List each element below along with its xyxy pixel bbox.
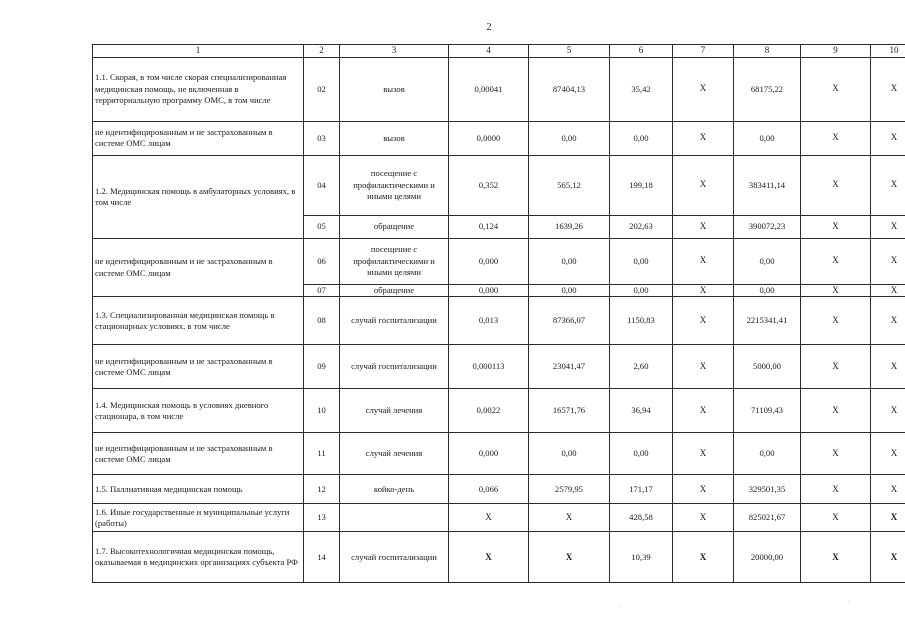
x-mark-cell: Х bbox=[801, 532, 871, 583]
column-header: 5 bbox=[529, 45, 610, 58]
scan-speck: · bbox=[620, 604, 622, 610]
scan-speck: · bbox=[848, 600, 850, 606]
value-cell: 0,000 bbox=[449, 238, 529, 284]
value-cell: 171,17 bbox=[610, 475, 673, 504]
row-code-cell: 02 bbox=[304, 57, 340, 121]
indicators-table bbox=[92, 44, 905, 583]
value-cell: 1150,83 bbox=[610, 297, 673, 345]
row-name-cell: 1.3. Специализированная медицинская помощь в стационарных условиях, в том числе bbox=[93, 297, 304, 345]
unit-cell bbox=[340, 504, 449, 532]
x-mark-cell: Х bbox=[673, 238, 734, 284]
unit-cell: обращение bbox=[340, 284, 449, 297]
table-row bbox=[93, 475, 905, 504]
table-row bbox=[93, 345, 905, 389]
x-mark-cell: Х bbox=[673, 389, 734, 433]
table-row bbox=[93, 57, 905, 121]
table-row bbox=[93, 389, 905, 433]
value-cell: 202,63 bbox=[610, 215, 673, 238]
value-cell: 825021,67 bbox=[734, 504, 801, 532]
x-mark-cell: Х bbox=[801, 121, 871, 155]
value-cell: 0,00041 bbox=[449, 57, 529, 121]
x-mark-cell: Х bbox=[801, 389, 871, 433]
x-mark-cell: Х bbox=[871, 297, 905, 345]
value-cell: 2215341,41 bbox=[734, 297, 801, 345]
unit-cell: обращение bbox=[340, 215, 449, 238]
value-cell: 329501,35 bbox=[734, 475, 801, 504]
value-cell: 87404,13 bbox=[529, 57, 610, 121]
row-code-cell: 06 bbox=[304, 238, 340, 284]
x-mark-cell: Х bbox=[449, 532, 529, 583]
row-code-cell: 04 bbox=[304, 155, 340, 215]
x-mark-cell: Х bbox=[449, 504, 529, 532]
unit-cell: койко-день bbox=[340, 475, 449, 504]
row-code-cell: 10 bbox=[304, 389, 340, 433]
x-mark-cell: Х bbox=[673, 297, 734, 345]
value-cell: 565,12 bbox=[529, 155, 610, 215]
column-header: 10 bbox=[871, 45, 905, 58]
row-code-cell: 07 bbox=[304, 284, 340, 297]
table-row bbox=[93, 155, 905, 215]
x-mark-cell: Х bbox=[801, 297, 871, 345]
row-code-cell: 09 bbox=[304, 345, 340, 389]
table-row bbox=[93, 121, 905, 155]
x-mark-cell: Х bbox=[801, 155, 871, 215]
unit-cell: случай лечения bbox=[340, 433, 449, 475]
value-cell: 0,066 bbox=[449, 475, 529, 504]
x-mark-cell: Х bbox=[673, 532, 734, 583]
value-cell: 2,60 bbox=[610, 345, 673, 389]
row-code-cell: 08 bbox=[304, 297, 340, 345]
x-mark-cell: Х bbox=[673, 433, 734, 475]
unit-cell: посещение с профилактическими и иными целями bbox=[340, 155, 449, 215]
value-cell: 0,000 bbox=[449, 284, 529, 297]
value-cell: 23041,47 bbox=[529, 345, 610, 389]
table-row bbox=[93, 532, 905, 583]
row-code-cell: 12 bbox=[304, 475, 340, 504]
value-cell: 20000,00 bbox=[734, 532, 801, 583]
unit-cell: случай госпитализации bbox=[340, 345, 449, 389]
x-mark-cell: Х bbox=[871, 475, 905, 504]
value-cell: 0,352 bbox=[449, 155, 529, 215]
value-cell: 0,00 bbox=[610, 433, 673, 475]
value-cell: 0,00 bbox=[529, 121, 610, 155]
column-header: 7 bbox=[673, 45, 734, 58]
x-mark-cell: Х bbox=[801, 284, 871, 297]
row-code-cell: 13 bbox=[304, 504, 340, 532]
table-row bbox=[93, 238, 905, 284]
x-mark-cell: Х bbox=[673, 121, 734, 155]
unit-cell: случай госпитализации bbox=[340, 297, 449, 345]
value-cell: 2579,95 bbox=[529, 475, 610, 504]
value-cell: 0,0022 bbox=[449, 389, 529, 433]
unit-cell: случай госпитализации bbox=[340, 532, 449, 583]
value-cell: 68175,22 bbox=[734, 57, 801, 121]
value-cell: 199,18 bbox=[610, 155, 673, 215]
x-mark-cell: Х bbox=[673, 155, 734, 215]
value-cell: 0,000 bbox=[449, 433, 529, 475]
x-mark-cell: Х bbox=[871, 121, 905, 155]
row-code-cell: 05 bbox=[304, 215, 340, 238]
x-mark-cell: Х bbox=[801, 238, 871, 284]
value-cell: 0,00 bbox=[529, 284, 610, 297]
x-mark-cell: Х bbox=[801, 57, 871, 121]
x-mark-cell: Х bbox=[801, 475, 871, 504]
row-name-cell: не идентифицированным и не застрахованным в системе ОМС лицам bbox=[93, 433, 304, 475]
value-cell: 0,000113 bbox=[449, 345, 529, 389]
value-cell: 16571,76 bbox=[529, 389, 610, 433]
row-code-cell: 03 bbox=[304, 121, 340, 155]
x-mark-cell: Х bbox=[673, 284, 734, 297]
value-cell: 390072,23 bbox=[734, 215, 801, 238]
x-mark-cell: Х bbox=[801, 504, 871, 532]
table-row bbox=[93, 504, 905, 532]
row-name-cell: не идентифицированным и не застрахованным в системе ОМС лицам bbox=[93, 345, 304, 389]
x-mark-cell: Х bbox=[871, 57, 905, 121]
column-header: 1 bbox=[93, 45, 304, 58]
row-name-cell: 1.6. Иные государственные и муниципальные услуги (работы) bbox=[93, 504, 304, 532]
x-mark-cell: Х bbox=[801, 345, 871, 389]
row-name-cell: 1.1. Скорая, в том числе скорая специализированная медицинская помощь, не включенная в территориальную программу ОМС, в том числе bbox=[93, 57, 304, 121]
x-mark-cell: Х bbox=[871, 532, 905, 583]
column-header: 9 bbox=[801, 45, 871, 58]
x-mark-cell: Х bbox=[801, 433, 871, 475]
row-name-cell: 1.7. Высокотехнологичная медицинская помощь, оказываемая в медицинских организациях субъекта РФ bbox=[93, 532, 304, 583]
column-header: 2 bbox=[304, 45, 340, 58]
table-row bbox=[93, 433, 905, 475]
value-cell: 0,0000 bbox=[449, 121, 529, 155]
value-cell: 428,58 bbox=[610, 504, 673, 532]
page-number: 2 bbox=[486, 22, 492, 33]
value-cell: 1639,26 bbox=[529, 215, 610, 238]
value-cell: 0,00 bbox=[734, 284, 801, 297]
x-mark-cell: Х bbox=[529, 504, 610, 532]
x-mark-cell: Х bbox=[871, 215, 905, 238]
value-cell: 5000,00 bbox=[734, 345, 801, 389]
value-cell: 35,42 bbox=[610, 57, 673, 121]
unit-cell: случай лечения bbox=[340, 389, 449, 433]
unit-cell: вызов bbox=[340, 121, 449, 155]
table-header-row bbox=[93, 45, 905, 58]
row-code-cell: 14 bbox=[304, 532, 340, 583]
value-cell: 71109,43 bbox=[734, 389, 801, 433]
column-header: 4 bbox=[449, 45, 529, 58]
x-mark-cell: Х bbox=[673, 475, 734, 504]
x-mark-cell: Х bbox=[673, 504, 734, 532]
value-cell: 10,39 bbox=[610, 532, 673, 583]
x-mark-cell: Х bbox=[871, 284, 905, 297]
value-cell: 0,00 bbox=[529, 238, 610, 284]
unit-cell: вызов bbox=[340, 57, 449, 121]
x-mark-cell: Х bbox=[871, 238, 905, 284]
x-mark-cell: Х bbox=[871, 389, 905, 433]
table-row bbox=[93, 297, 905, 345]
row-name-cell: 1.2. Медицинская помощь в амбулаторных условиях, в том числе bbox=[93, 155, 304, 238]
x-mark-cell: Х bbox=[673, 215, 734, 238]
value-cell: 0,00 bbox=[610, 121, 673, 155]
value-cell: 383411,14 bbox=[734, 155, 801, 215]
column-header: 6 bbox=[610, 45, 673, 58]
value-cell: 0,00 bbox=[734, 238, 801, 284]
column-header: 3 bbox=[340, 45, 449, 58]
value-cell: 0,00 bbox=[734, 121, 801, 155]
value-cell: 0,00 bbox=[734, 433, 801, 475]
column-header: 8 bbox=[734, 45, 801, 58]
value-cell: 0,00 bbox=[610, 284, 673, 297]
x-mark-cell: Х bbox=[871, 504, 905, 532]
row-name-cell: 1.5. Паллиативная медицинская помощь bbox=[93, 475, 304, 504]
value-cell: 0,00 bbox=[610, 238, 673, 284]
x-mark-cell: Х bbox=[871, 433, 905, 475]
row-name-cell: не идентифицированным и не застрахованным в системе ОМС лицам bbox=[93, 238, 304, 297]
row-name-cell: не идентифицированным и не застрахованным в системе ОМС лицам bbox=[93, 121, 304, 155]
value-cell: 0,00 bbox=[529, 433, 610, 475]
x-mark-cell: Х bbox=[529, 532, 610, 583]
x-mark-cell: Х bbox=[673, 345, 734, 389]
x-mark-cell: Х bbox=[673, 57, 734, 121]
value-cell: 0,013 bbox=[449, 297, 529, 345]
unit-cell: посещение с профилактическими и иными целями bbox=[340, 238, 449, 284]
x-mark-cell: Х bbox=[801, 215, 871, 238]
row-code-cell: 11 bbox=[304, 433, 340, 475]
value-cell: 0,124 bbox=[449, 215, 529, 238]
x-mark-cell: Х bbox=[871, 345, 905, 389]
value-cell: 87366,07 bbox=[529, 297, 610, 345]
x-mark-cell: Х bbox=[871, 155, 905, 215]
row-name-cell: 1.4. Медицинская помощь в условиях дневного стационара, в том числе bbox=[93, 389, 304, 433]
value-cell: 36,94 bbox=[610, 389, 673, 433]
